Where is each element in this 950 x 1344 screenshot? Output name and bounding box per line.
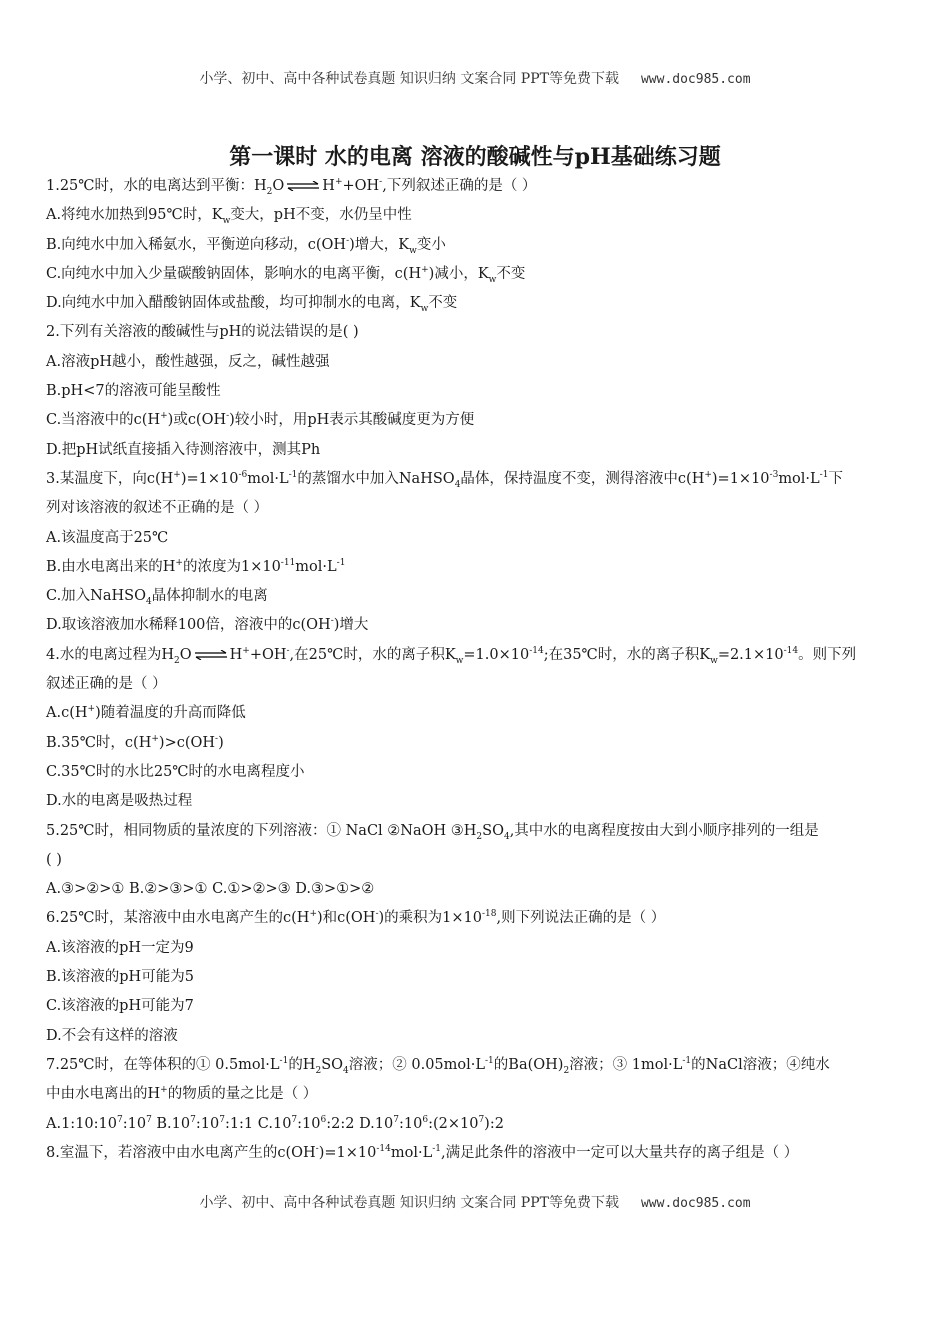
page-footer — [0, 1192, 950, 1212]
equilibrium-arrow-icon — [194, 650, 228, 660]
page-title: 第一课时 水的电离 溶液的酸碱性与pH基础练习题 — [229, 144, 721, 170]
question-4-option-a: A.c(H+)随着温度的升高而降低 — [46, 704, 246, 722]
header-text: 小学、初中、高中各种试卷真题 知识归纳 文案合同 PPT等免费下载 — [199, 71, 619, 87]
equilibrium-arrow-icon — [286, 181, 320, 191]
question-3-stem-continued: 列对该溶液的叙述不正确的是（ ） — [46, 500, 269, 517]
question-3-option-d: D.取该溶液加水稀释100倍，溶液中的c(OH-)增大 — [46, 616, 369, 634]
question-2-option-c: C.当溶液中的c(H+)或c(OH-)较小时，用pH表示其酸碱度更为方便 — [46, 411, 475, 429]
question-2-option-d: D.把pH试纸直接插入待测溶液中，测其Ph — [46, 441, 321, 458]
header-url[interactable]: www.doc985.com — [640, 72, 751, 87]
question-3-option-a: A.该温度高于25℃ — [46, 529, 169, 546]
question-1-option-c: C.向纯水中加入少量碳酸钠固体，影响水的电离平衡，c(H+)减小，$K_w$不变 — [46, 265, 526, 285]
question-5-stem: 5.25℃时，相同物质的量浓度的下列溶液：① NaCl ②NaOH $③H_2SO_4$,其中水的电离程度按由大到小顺序排列的一组是 — [46, 822, 819, 842]
question-4-stem: 4.水的电离过程为$H_2O$ H++OH-,在25℃时，水的离子积$K_w=1.0\times 10^{-14}$;在35℃时，水的离子积$K_w=2.1\times 10^{-14}$。则下列 — [46, 645, 857, 666]
question-1-stem: 1.25℃时，水的电离达到平衡：$H_2O$ H++OH-,下列叙述正确的是（ ） — [46, 177, 537, 197]
question-6-stem: 6.25℃时，某溶液中由水电离产生的c(H+)和c(OH-)的乘积为$1\times 10^{-18}$,则下列说法正确的是（ ） — [46, 909, 666, 927]
question-5-stem-continued: ( ) — [46, 851, 62, 868]
question-1-option-a: A.将纯水加热到95℃时，$K_w$变大，pH不变，水仍呈中性 — [46, 207, 412, 227]
question-4-option-b: B.35℃时，c(H+)>c(OH-) — [46, 733, 224, 751]
question-2-option-b: B.pH<7的溶液可能呈酸性 — [46, 383, 221, 400]
question-7-stem-continued: 中由水电离出的H+的物质的量之比是（ ） — [46, 1085, 318, 1103]
question-8-stem: 8.室温下，若溶液中由水电离产生的$c(OH^-)=1\times 10^{-14}mol\cdot L^{-1}$,满足此条件的溶液中一定可以大量共存的离子组是（ ） — [46, 1143, 799, 1161]
question-4-option-c: C.35℃时的水比25℃时的水电离程度小 — [46, 763, 305, 780]
question-1-option-d: D.向纯水中加入醋酸钠固体或盐酸，均可抑制水的电离，$K_w$不变 — [46, 295, 458, 315]
question-7-options: $A.1:10:10^7:10^7$ $B.10^7:10^7:1:1$ $C.10^7:10^6:2:2$ $D.10^7:10^6:(2\times 10^7):2$ — [46, 1114, 504, 1132]
page-header — [0, 68, 950, 88]
question-6-option-d: D.不会有这样的溶液 — [46, 1027, 178, 1044]
question-6-option-c: C.该溶液的pH可能为7 — [46, 998, 194, 1015]
question-3-option-c: C.加入NaHSO$_4$晶体抑制水的电离 — [46, 588, 268, 608]
question-4-stem-continued: 叙述正确的是（ ） — [46, 676, 167, 693]
question-2-option-a: A.溶液pH越小，酸性越强，反之，碱性越强 — [46, 353, 330, 370]
question-2-stem: 2.下列有关溶液的酸碱性与pH的说法错误的是( ) — [46, 324, 359, 341]
question-4-option-d: D.水的电离是吸热过程 — [46, 793, 193, 810]
question-7-stem: 7.25℃时，在等体积的① $0.5mol\cdot L^{-1}$的$H_2SO_4$溶液；② $0.05mol\cdot L^{-1}$的$Ba(OH)_2$溶液；③ $1mol\cdot L^{-1}$的NaCl溶液；④纯水 — [46, 1056, 830, 1076]
question-3-option-b: B.由水电离出来的H+的浓度为$1\times 10^{-11}mol\cdot L^{-1}$ — [46, 558, 346, 575]
footer-url[interactable]: www.doc985.com — [640, 1196, 751, 1211]
question-6-option-a: A.该溶液的pH一定为9 — [46, 939, 194, 956]
question-1-option-b: B.向纯水中加入稀氨水，平衡逆向移动，c(OH-)增大，$K_w$变小 — [46, 235, 446, 256]
question-6-option-b: B.该溶液的pH可能为5 — [46, 969, 194, 986]
question-5-options: A.③>②>① B.②>③>① C.①>②>③ D.③>①>② — [46, 881, 375, 898]
worksheet-body — [46, 172, 908, 1168]
footer-text: 小学、初中、高中各种试卷真题 知识归纳 文案合同 PPT等免费下载 — [199, 1195, 619, 1211]
question-3-stem: 3.某温度下，向$c(H^+)=1\times 10^{-6}mol\cdot L^{-1}$的蒸馏水中加入NaHSO$_4$晶体，保持温度不变，测得溶液中$c(H^+)=1\times 10^{-3}mol\cdot L^{-1}$下 — [46, 470, 843, 490]
